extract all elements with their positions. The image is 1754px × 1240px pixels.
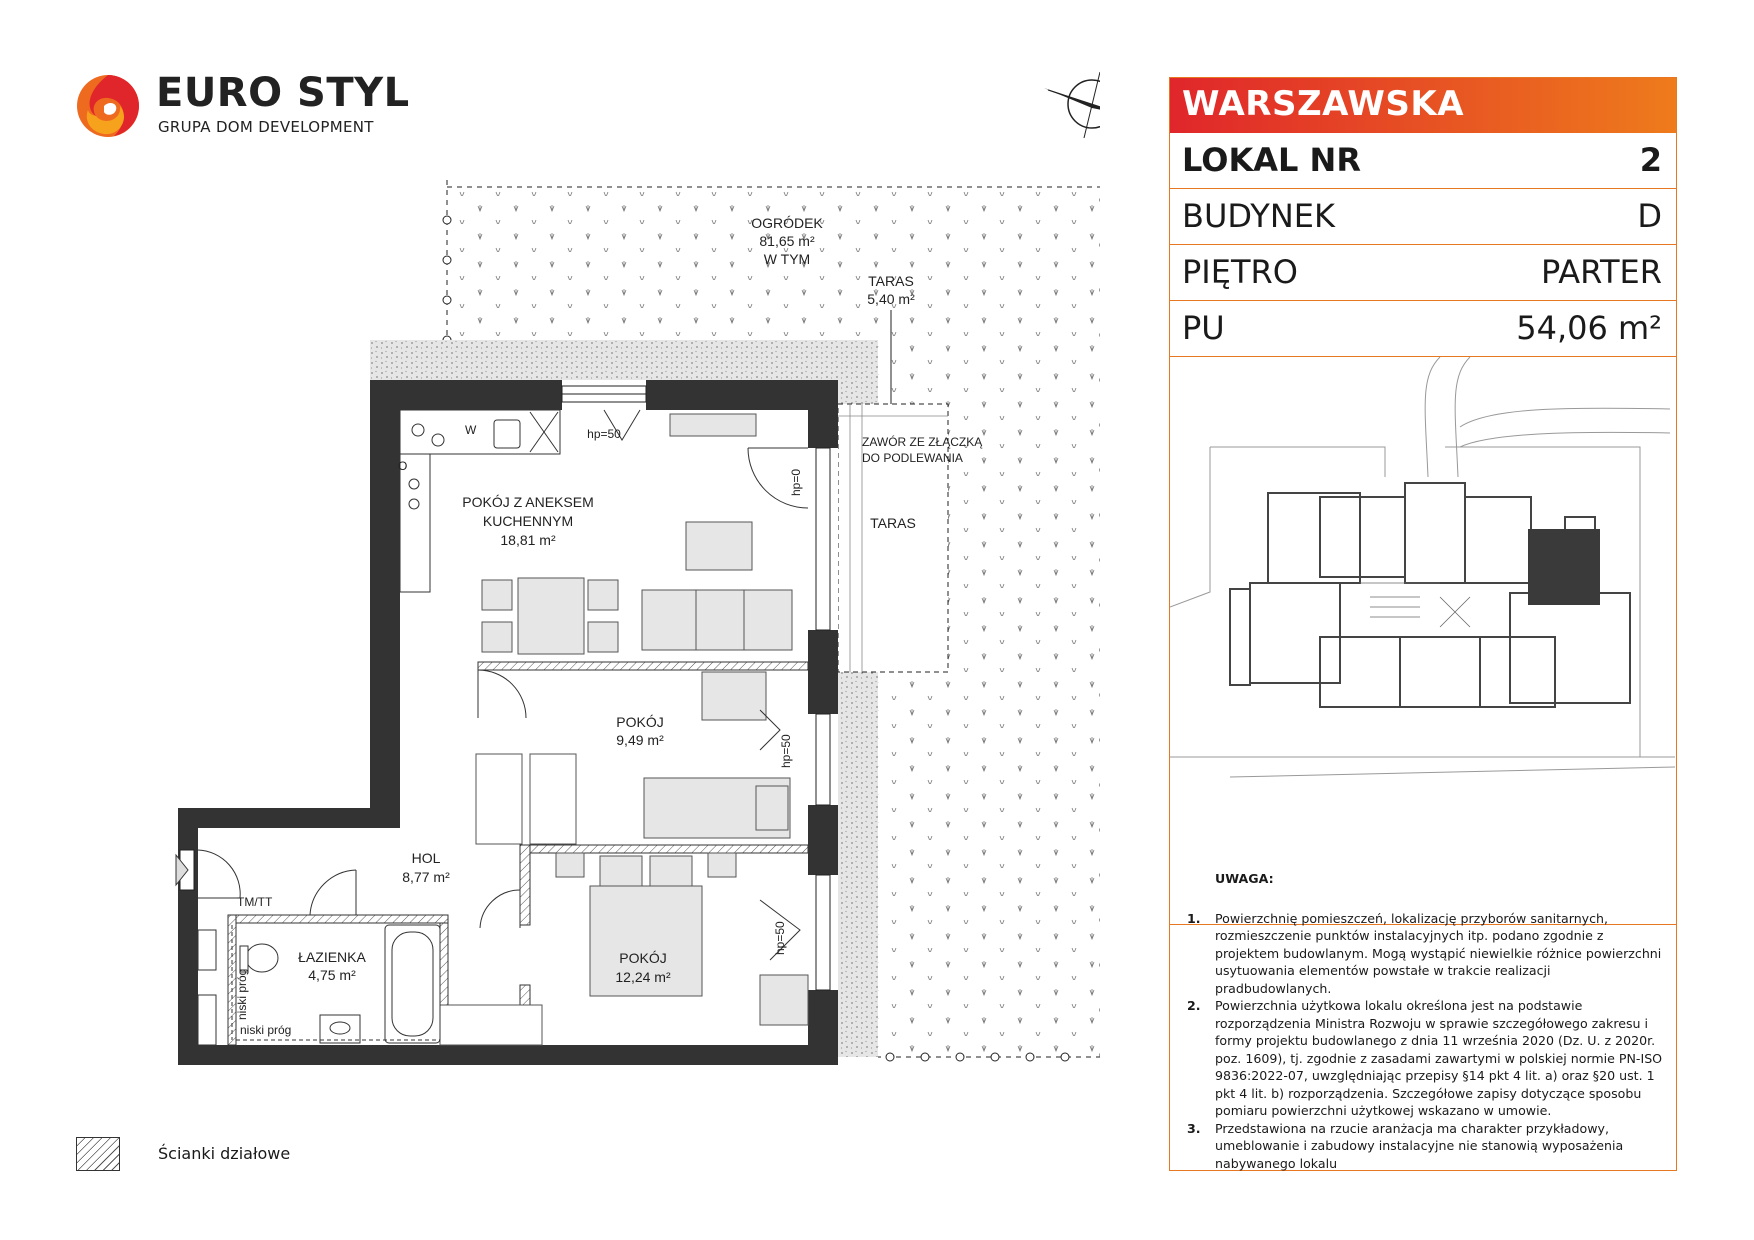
note-item [1187,910,1667,998]
terrace-name-label: TARAS [868,273,914,289]
note-number: 1. [1187,910,1201,926]
project-name: WARSZAWSKA [1182,84,1465,124]
info-row-label: BUDYNEK [1182,197,1335,235]
notes-title: UWAGA: [1215,871,1274,886]
room2-name: POKÓJ [619,950,667,966]
info-row-building [1170,189,1676,245]
terrace-area-label: 5,40 m² [867,291,915,307]
hp50-room2-label: hp=50 [773,921,787,955]
hall-name: HOL [411,850,441,866]
hp50-room1-label: hp=50 [779,734,793,768]
logo-subtitle-text: GRUPA DOM DEVELOPMENT [158,118,374,136]
north-arrow-icon [1044,72,1100,138]
living-area-label: 18,81 m² [500,532,556,548]
valve-label-1: ZAWÓR ZE ZŁĄCZKĄ [862,435,983,449]
valve-label-2: DO PODLEWANIA [862,451,963,465]
living-name-2: KUCHENNYM [482,513,574,529]
low-threshold-label-1: niski próg [235,968,249,1020]
selected-unit-highlight [1528,529,1600,605]
note-text: Powierzchnię pomieszczeń, lokalizację przyborów sanitarnych, rozmieszczenie punktów instalacyjnych itp. podano zgodnie z projektem budowlanym. Mogą wystąpić niewielkie różnice powierzchni usytuowania elementów powstałe w trakcie realizacji pradbudowlanych. [1215,910,1662,996]
info-row-value: 2 [1639,141,1662,179]
notes-section [1187,870,1667,1172]
hall-area-label: 8,77 m² [402,869,450,885]
heating-mark-label: O [398,459,408,473]
info-row-value: PARTER [1540,253,1662,291]
logo-brand-text: EURO STYL [156,70,410,116]
key-plan-drawing [1170,357,1675,923]
note-item [1187,1120,1667,1173]
note-number: 2. [1187,998,1201,1013]
building-key-plan [1170,357,1676,925]
info-row-label: PU [1182,309,1225,347]
info-row-value: 54,06 m² [1516,309,1662,347]
info-row-unit [1170,133,1676,189]
info-row-floor [1170,245,1676,301]
garden-incl-label: W TYM [763,251,811,267]
info-row-value: D [1637,197,1662,235]
note-item [1187,997,1667,1120]
bathroom-name: ŁAZIENKA [298,949,366,965]
tmtt-label: TM/TT [237,895,273,909]
info-row-label: LOKAL NR [1182,141,1361,179]
hp50-window-label: hp=50 [587,427,621,441]
partition-wall-legend-swatch [76,1137,120,1171]
garden-area-label: 81,65 m² [759,233,815,249]
info-row-label: PIĘTRO [1182,253,1298,291]
room1-area-label: 9,49 m² [616,732,664,748]
living-name-1: POKÓJ Z ANEKSEM [462,494,594,510]
note-text: Powierzchnia użytkowa lokalu określona jest na podstawie rozporządzenia Ministra Rozwoju w sprawie szczegółowego zakresu i formy projektu budowlanego z dnia 11 września 2020 (Dz. U. z 2020r. poz. 1609), tj. zgodnie z zasadami zawartymi w polskiej normie PN-ISO 9836:2022-07, uwzględniając przepisy §14 pkt 4 lit. a) oraz §20 ust. 1 pkt 4 lit. b) rozporządzenia. Szczegółowe zapisy dotyczące sposobu pomiaru powierzchni użytkowej wskazano w umowie. [1215,998,1663,1118]
note-text: Przedstawiona na rzucie aranżacja ma charakter przykładowy, umeblowanie i zabudowy instalacyjne nie stanowią wyposażenia nabywanego lokalu [1215,1120,1624,1171]
note-number: 3. [1187,1120,1201,1136]
hp0-label: hp=0 [789,468,803,496]
legend-label: Ścianki działowe [158,1144,291,1163]
room1-name: POKÓJ [616,714,664,730]
project-name-header [1170,78,1676,133]
terrace-label: TARAS [870,515,916,531]
bathroom-area-label: 4,75 m² [308,967,356,983]
room2-area-label: 12,24 m² [615,969,671,985]
garden-name-label: OGRÓDEK [751,215,823,231]
low-threshold-label-2: niski próg [240,1023,292,1037]
info-row-area [1170,301,1676,357]
water-mark-label: W [465,423,477,437]
